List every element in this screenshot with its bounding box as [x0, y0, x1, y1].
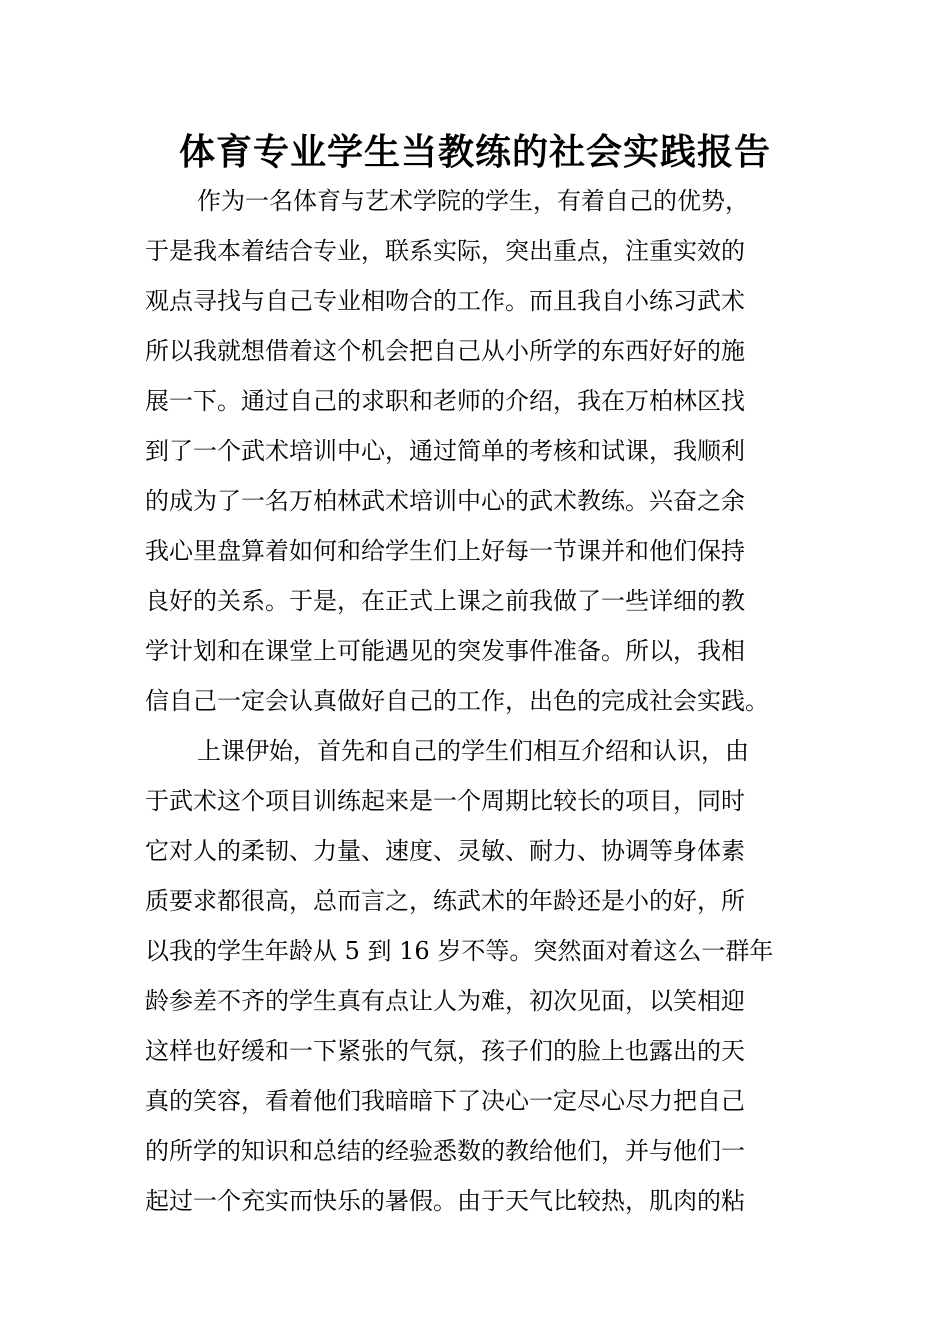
paragraph-2-line: 它对人的柔韧、力量、速度、灵敏、耐力、协调等身体素: [145, 837, 745, 865]
paragraph-1-line: 到了一个武术培训中心，通过简单的考核和试课，我顺利: [145, 437, 745, 465]
paragraph-1-line: 学计划和在课堂上可能遇见的突发事件准备。所以，我相: [145, 637, 745, 665]
paragraph-1-line: 良好的关系。于是，在正式上课之前我做了一些详细的教: [145, 587, 745, 615]
paragraph-2-line: 上课伊始，首先和自己的学生们相互介绍和认识，由: [197, 737, 749, 765]
paragraph-2-line: 质要求都很高，总而言之，练武术的年龄还是小的好，所: [145, 887, 745, 915]
paragraph-2-line: 以我的学生年龄从 5 到 16 岁不等。突然面对着这么一群年: [145, 937, 774, 965]
paragraph-1-line: 的成为了一名万柏林武术培训中心的武术教练。兴奋之余: [145, 487, 745, 515]
paragraph-1-line: 观点寻找与自己专业相吻合的工作。而且我自小练习武术: [145, 287, 745, 315]
paragraph-2-line: 于武术这个项目训练起来是一个周期比较长的项目，同时: [145, 787, 745, 815]
paragraph-1-line: 我心里盘算着如何和给学生们上好每一节课并和他们保持: [145, 537, 745, 565]
paragraph-1-line: 作为一名体育与艺术学院的学生，有着自己的优势，: [197, 187, 749, 215]
document-title: 体育专业学生当教练的社会实践报告: [178, 131, 771, 173]
paragraph-1-line: 信自己一定会认真做好自己的工作，出色的完成社会实践。: [145, 687, 769, 715]
paragraph-1-line: 展一下。通过自己的求职和老师的介绍，我在万柏林区找: [145, 387, 745, 415]
paragraph-2-line: 的所学的知识和总结的经验悉数的教给他们，并与他们一: [145, 1137, 745, 1165]
paragraph-1-line: 所以我就想借着这个机会把自己从小所学的东西好好的施: [145, 337, 745, 365]
paragraph-2-line: 真的笑容，看着他们我暗暗下了决心一定尽心尽力把自己: [145, 1087, 745, 1115]
paragraph-1-line: 于是我本着结合专业，联系实际，突出重点，注重实效的: [145, 237, 745, 265]
paragraph-2-line: 起过一个充实而快乐的暑假。由于天气比较热，肌肉的粘: [145, 1187, 745, 1215]
paragraph-2-line: 龄参差不齐的学生真有点让人为难，初次见面，以笑相迎: [145, 987, 745, 1015]
paragraph-2-line: 这样也好缓和一下紧张的气氛，孩子们的脸上也露出的天: [145, 1037, 745, 1065]
